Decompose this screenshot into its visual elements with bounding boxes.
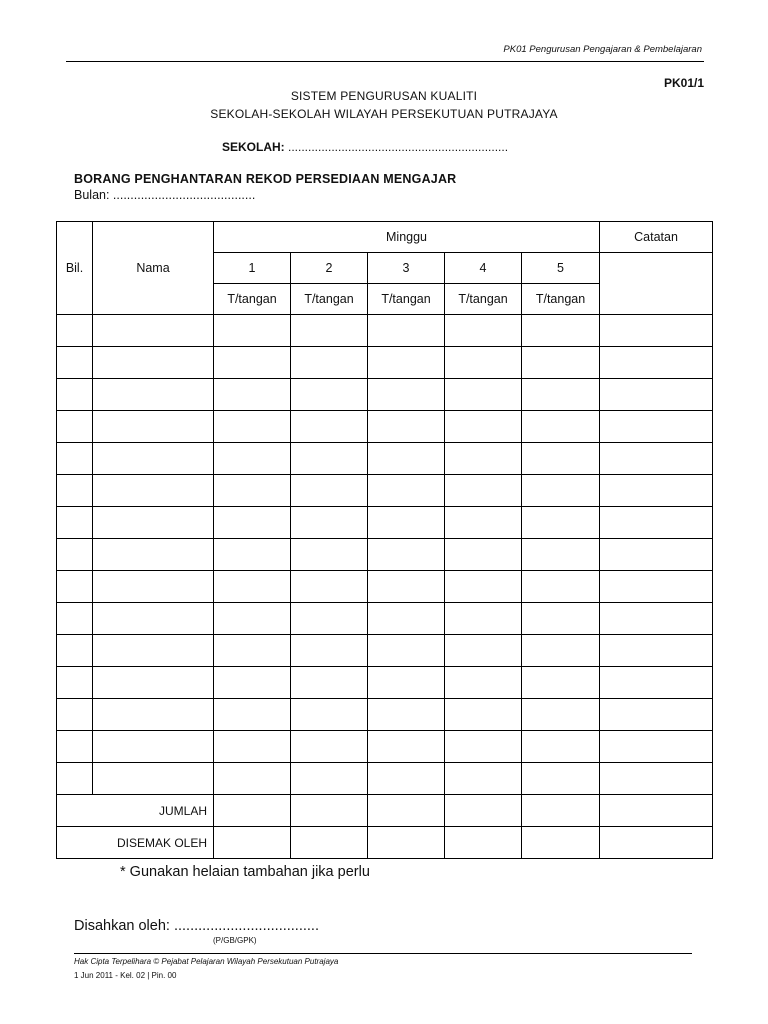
entry-cell[interactable] <box>93 315 214 347</box>
entry-cell[interactable] <box>93 539 214 571</box>
approval-role: (P/GB/GPK) <box>213 936 257 945</box>
entry-cell[interactable] <box>57 667 93 699</box>
system-title: SISTEM PENGURUSAN KUALITI <box>290 89 478 103</box>
header-bil: Bil. <box>57 222 93 315</box>
entry-cell[interactable] <box>291 475 368 507</box>
entry-cell[interactable] <box>368 763 445 795</box>
entry-cell[interactable] <box>57 411 93 443</box>
entry-cell[interactable] <box>57 443 93 475</box>
table-row <box>57 699 713 731</box>
entry-cell[interactable] <box>368 443 445 475</box>
additional-sheet-note: * Gunakan helaian tambahan jika perlu <box>120 864 370 880</box>
entry-cell[interactable] <box>291 763 368 795</box>
entry-cell[interactable] <box>445 603 522 635</box>
entry-cell[interactable] <box>214 539 291 571</box>
school-field <box>222 140 508 154</box>
entry-cell[interactable] <box>445 443 522 475</box>
table-row <box>57 763 713 795</box>
table-row <box>57 347 713 379</box>
entry-cell[interactable] <box>445 315 522 347</box>
entry-cell[interactable] <box>93 443 214 475</box>
school-label: SEKOLAH: <box>222 140 285 154</box>
entry-cell[interactable] <box>522 635 600 667</box>
entry-cell[interactable] <box>445 475 522 507</box>
catatan-cell <box>600 253 713 315</box>
entry-cell[interactable] <box>93 379 214 411</box>
entry-cell[interactable] <box>214 763 291 795</box>
entry-cell[interactable] <box>445 379 522 411</box>
entry-cell[interactable] <box>522 539 600 571</box>
entry-cell[interactable] <box>93 763 214 795</box>
entry-cell[interactable] <box>291 443 368 475</box>
entry-cell[interactable] <box>600 603 713 635</box>
approval-field: Disahkan oleh: .................................... <box>74 918 319 934</box>
entry-cell[interactable] <box>291 315 368 347</box>
entry-cell[interactable] <box>368 411 445 443</box>
school-dots: .................................................................. <box>284 140 509 154</box>
entry-cell[interactable] <box>522 347 600 379</box>
entry-cell[interactable] <box>93 699 214 731</box>
table-row <box>57 571 713 603</box>
entry-cell[interactable] <box>214 475 291 507</box>
disemak-cell[interactable] <box>522 827 600 859</box>
jumlah-cell[interactable] <box>214 795 291 827</box>
entry-cell[interactable] <box>600 315 713 347</box>
entry-cell[interactable] <box>368 507 445 539</box>
entry-cell[interactable] <box>368 571 445 603</box>
entry-cell[interactable] <box>93 667 214 699</box>
jumlah-cell[interactable] <box>368 795 445 827</box>
entry-cell[interactable] <box>522 571 600 603</box>
entry-cell[interactable] <box>57 315 93 347</box>
disemak-cell[interactable] <box>368 827 445 859</box>
disemak-cell[interactable] <box>445 827 522 859</box>
entry-cell[interactable] <box>368 731 445 763</box>
entry-cell[interactable] <box>57 699 93 731</box>
entry-cell[interactable] <box>93 603 214 635</box>
disemak-cell[interactable] <box>291 827 368 859</box>
entry-cell[interactable] <box>57 507 93 539</box>
entry-cell[interactable] <box>600 347 713 379</box>
entry-cell[interactable] <box>291 667 368 699</box>
signature-header: T/tangan <box>214 284 291 315</box>
submission-table <box>56 221 713 859</box>
jumlah-cell[interactable] <box>600 795 713 827</box>
signature-header: T/tangan <box>445 284 522 315</box>
entry-cell[interactable] <box>214 603 291 635</box>
jumlah-cell[interactable] <box>522 795 600 827</box>
entry-cell[interactable] <box>93 411 214 443</box>
footer-rule <box>74 953 692 954</box>
entry-cell[interactable] <box>291 539 368 571</box>
entry-cell[interactable] <box>214 667 291 699</box>
entry-cell[interactable] <box>57 539 93 571</box>
signature-header: T/tangan <box>368 284 445 315</box>
entry-cell[interactable] <box>57 571 93 603</box>
table-row <box>57 379 713 411</box>
entry-cell[interactable] <box>214 635 291 667</box>
version-text: 1 Jun 2011 - Kel. 02 | Pin. 00 <box>74 971 177 980</box>
entry-cell[interactable] <box>57 635 93 667</box>
entry-cell[interactable] <box>214 699 291 731</box>
signature-header: T/tangan <box>522 284 600 315</box>
entry-cell[interactable] <box>600 411 713 443</box>
entry-cell[interactable] <box>291 411 368 443</box>
disemak-cell[interactable] <box>214 827 291 859</box>
header-rule <box>66 61 704 62</box>
entry-cell[interactable] <box>93 475 214 507</box>
entry-cell[interactable] <box>522 379 600 411</box>
entry-cell[interactable] <box>600 507 713 539</box>
entry-cell[interactable] <box>445 667 522 699</box>
entry-cell[interactable] <box>214 507 291 539</box>
form-code: PK01/1 <box>663 76 704 90</box>
entry-cell[interactable] <box>93 635 214 667</box>
week-number: 4 <box>445 253 522 284</box>
entry-cell[interactable] <box>445 699 522 731</box>
entry-cell[interactable] <box>522 763 600 795</box>
month-field: Bulan: ......................................... <box>74 188 256 202</box>
entry-cell[interactable] <box>57 347 93 379</box>
entry-cell[interactable] <box>522 315 600 347</box>
entry-cell[interactable] <box>291 347 368 379</box>
entry-cell[interactable] <box>600 763 713 795</box>
table-row <box>57 603 713 635</box>
entry-cell[interactable] <box>445 635 522 667</box>
entry-cell[interactable] <box>368 635 445 667</box>
table-row <box>57 411 713 443</box>
entry-cell[interactable] <box>522 507 600 539</box>
entry-cell[interactable] <box>445 411 522 443</box>
entry-cell[interactable] <box>57 731 93 763</box>
entry-cell[interactable] <box>57 763 93 795</box>
entry-cell[interactable] <box>445 539 522 571</box>
entry-cell[interactable] <box>214 379 291 411</box>
table-row <box>57 315 713 347</box>
entry-cell[interactable] <box>291 699 368 731</box>
week-number: 1 <box>214 253 291 284</box>
entry-cell[interactable] <box>368 379 445 411</box>
table-row <box>57 443 713 475</box>
entry-cell[interactable] <box>214 411 291 443</box>
entry-cell[interactable] <box>522 411 600 443</box>
entry-cell[interactable] <box>600 731 713 763</box>
entry-cell[interactable] <box>600 635 713 667</box>
entry-cell[interactable] <box>93 731 214 763</box>
entry-cell[interactable] <box>368 667 445 699</box>
entry-cell[interactable] <box>522 699 600 731</box>
entry-cell[interactable] <box>57 603 93 635</box>
entry-cell[interactable] <box>368 475 445 507</box>
entry-cell[interactable] <box>291 571 368 603</box>
header-nama: Nama <box>93 222 214 315</box>
entry-cell[interactable] <box>445 763 522 795</box>
school-group-title: SEKOLAH-SEKOLAH WILAYAH PERSEKUTUAN PUTRAJAYA <box>210 107 558 121</box>
entry-cell[interactable] <box>57 475 93 507</box>
entry-cell[interactable] <box>600 571 713 603</box>
entry-cell[interactable] <box>522 731 600 763</box>
copyright-text: Hak Cipta Terpelihara © Pejabat Pelajaran Wilayah Persekutuan Putrajaya <box>74 957 339 966</box>
entry-cell[interactable] <box>93 347 214 379</box>
entry-cell[interactable] <box>214 443 291 475</box>
entry-cell[interactable] <box>368 539 445 571</box>
jumlah-cell[interactable] <box>291 795 368 827</box>
entry-cell[interactable] <box>214 315 291 347</box>
entry-cell[interactable] <box>214 347 291 379</box>
entry-cell[interactable] <box>291 731 368 763</box>
entry-cell[interactable] <box>600 379 713 411</box>
entry-cell[interactable] <box>445 731 522 763</box>
entry-cell[interactable] <box>368 603 445 635</box>
entry-cell[interactable] <box>600 667 713 699</box>
disemak-cell[interactable] <box>600 827 713 859</box>
table-row <box>57 475 713 507</box>
entry-cell[interactable] <box>522 475 600 507</box>
jumlah-label: JUMLAH <box>57 795 214 827</box>
week-number: 3 <box>368 253 445 284</box>
entry-cell[interactable] <box>214 571 291 603</box>
entry-cell[interactable] <box>600 699 713 731</box>
entry-cell[interactable] <box>291 379 368 411</box>
table-row <box>57 731 713 763</box>
signature-header: T/tangan <box>291 284 368 315</box>
entry-cell[interactable] <box>291 635 368 667</box>
week-number: 2 <box>291 253 368 284</box>
entry-cell[interactable] <box>368 699 445 731</box>
entry-cell[interactable] <box>522 443 600 475</box>
entry-cell[interactable] <box>57 379 93 411</box>
disemak-label: DISEMAK OLEH <box>57 827 214 859</box>
data-rows <box>57 315 713 795</box>
table-row <box>57 539 713 571</box>
table-row <box>57 635 713 667</box>
entry-cell[interactable] <box>522 667 600 699</box>
entry-cell[interactable] <box>445 347 522 379</box>
entry-cell[interactable] <box>93 571 214 603</box>
entry-cell[interactable] <box>522 603 600 635</box>
entry-cell[interactable] <box>445 571 522 603</box>
entry-cell[interactable] <box>600 475 713 507</box>
header-catatan: Catatan <box>600 222 713 253</box>
document-header-title: PK01 Pengurusan Pengajaran & Pembelajaran <box>503 44 702 55</box>
entry-cell[interactable] <box>445 507 522 539</box>
entry-cell[interactable] <box>93 507 214 539</box>
form-title: BORANG PENGHANTARAN REKOD PERSEDIAAN MENGAJAR <box>74 172 457 186</box>
entry-cell[interactable] <box>600 539 713 571</box>
entry-cell[interactable] <box>214 731 291 763</box>
entry-cell[interactable] <box>368 347 445 379</box>
jumlah-cell[interactable] <box>445 795 522 827</box>
week-number: 5 <box>522 253 600 284</box>
header-minggu: Minggu <box>214 222 600 253</box>
table-row <box>57 667 713 699</box>
entry-cell[interactable] <box>368 315 445 347</box>
entry-cell[interactable] <box>600 443 713 475</box>
table-row <box>57 507 713 539</box>
entry-cell[interactable] <box>291 507 368 539</box>
entry-cell[interactable] <box>291 603 368 635</box>
